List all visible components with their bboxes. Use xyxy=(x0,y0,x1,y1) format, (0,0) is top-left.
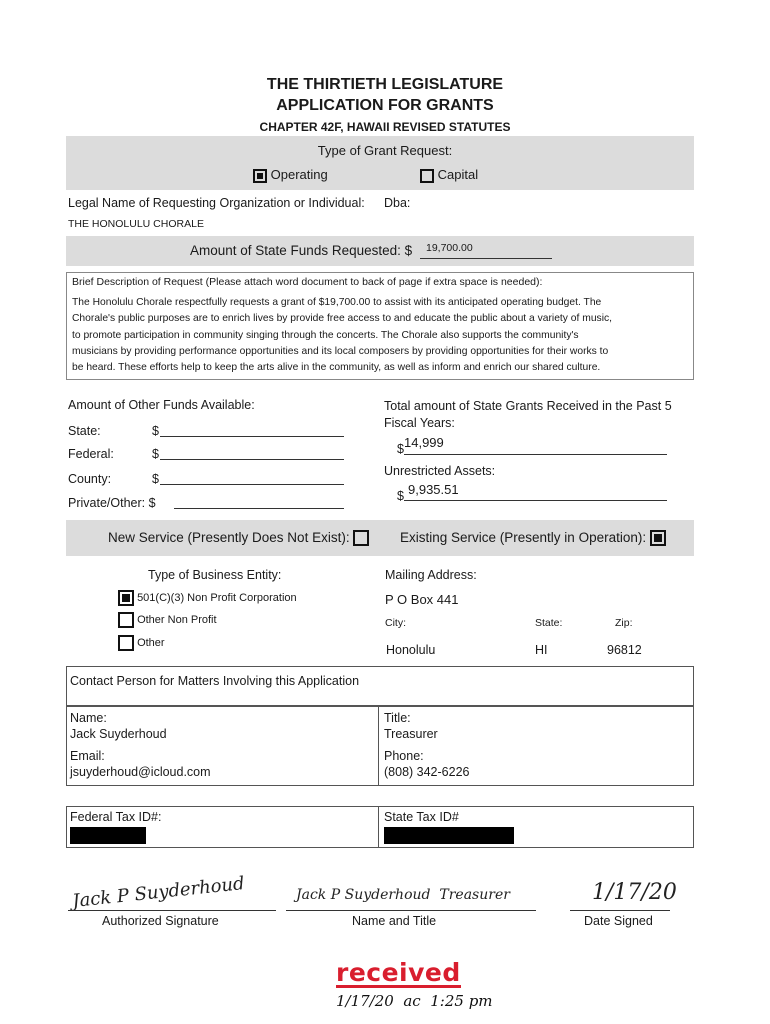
authorized-signature: Jack P Suyderhoud xyxy=(71,873,246,912)
contact-divider xyxy=(378,706,379,786)
past-grants-label-cont: Fiscal Years: xyxy=(384,416,455,430)
grant-type-label: Type of Grant Request: xyxy=(317,143,453,158)
contact-header: Contact Person for Matters Involving this Application xyxy=(70,674,360,688)
capital-label: Capital xyxy=(437,167,479,182)
state-tax-id-label: State Tax ID# xyxy=(384,810,459,824)
operating-option[interactable] xyxy=(253,167,328,183)
business-other-nonprofit-checkbox[interactable] xyxy=(118,612,134,628)
business-other-nonprofit-label: Other Non Profit xyxy=(137,613,217,626)
operating-label: Operating xyxy=(270,167,328,182)
contact-name-label: Name: xyxy=(70,711,107,725)
other-funds-private-field[interactable] xyxy=(174,494,344,509)
existing-service-checkbox[interactable] xyxy=(650,530,666,546)
description-line: be heard. These efforts help to keep the arts alive in the community, as well as inform and enrich our shared culture. xyxy=(72,362,601,374)
city-value: Honolulu xyxy=(386,643,436,657)
business-501c3-checkbox[interactable] xyxy=(118,590,134,606)
past-grants-label: Total amount of State Grants Received in the Past 5 xyxy=(384,399,672,413)
authorized-signature-line xyxy=(68,896,276,911)
business-501c3-label: 501(C)(3) Non Profit Corporation xyxy=(137,591,297,604)
description-line: Chorale's public purposes are to enrich lives by provide free access to and educate the public about a variety of music, xyxy=(72,313,612,325)
form-title-line1: THE THIRTIETH LEGISLATURE xyxy=(266,76,504,93)
business-option-501c3[interactable] xyxy=(118,590,297,606)
federal-tax-id-redaction xyxy=(70,827,146,844)
unrestricted-value: 9,935.51 xyxy=(408,482,459,497)
business-option-other[interactable] xyxy=(118,635,165,651)
description-line: musicians by providing performance opportunities and its local composers by providing opportunities for their works to xyxy=(72,345,609,357)
name-title-handwritten: Jack P Suyderhoud Treasurer xyxy=(296,887,510,903)
mailing-address-label: Mailing Address: xyxy=(385,568,477,582)
new-service-label: New Service (Presently Does Not Exist): xyxy=(108,530,350,545)
description-text xyxy=(72,295,692,376)
dba-label: Dba: xyxy=(384,196,411,210)
legal-name-label: Legal Name of Requesting Organization or Individual: xyxy=(68,196,365,210)
other-funds-private-label: Private/Other: $ xyxy=(68,496,156,510)
capital-checkbox[interactable] xyxy=(420,169,434,183)
unrestricted-label: Unrestricted Assets: xyxy=(384,464,496,478)
date-handwritten: 1/17/20 xyxy=(592,880,677,905)
new-service-option[interactable] xyxy=(108,530,369,546)
dollar-sign: $ xyxy=(152,472,159,486)
date-signed-label: Date Signed xyxy=(584,914,653,928)
operating-checkbox[interactable] xyxy=(253,169,267,183)
other-funds-state-label: State: xyxy=(68,424,101,438)
dollar-sign: $ xyxy=(152,424,159,438)
existing-service-label: Existing Service (Presently in Operation): xyxy=(400,530,647,545)
funds-requested-value: 19,700.00 xyxy=(426,242,473,254)
new-service-checkbox[interactable] xyxy=(353,530,369,546)
capital-option[interactable] xyxy=(420,167,478,183)
contact-phone-label: Phone: xyxy=(384,749,424,763)
name-title-label: Name and Title xyxy=(352,914,437,928)
dollar-sign: $ xyxy=(397,442,404,456)
contact-title-value: Treasurer xyxy=(384,727,438,741)
state-tax-id-redaction xyxy=(384,827,514,844)
organization-name: THE HONOLULU CHORALE xyxy=(68,218,204,230)
dollar-sign: $ xyxy=(397,489,404,503)
business-option-other-nonprofit[interactable] xyxy=(118,612,217,628)
funds-requested-label: Amount of State Funds Requested: $ xyxy=(190,243,413,258)
city-label: City: xyxy=(385,617,406,629)
received-stamp-note: 1/17/20 ac 1:25 pm xyxy=(336,992,493,1010)
past-grants-value: 14,999 xyxy=(404,435,444,450)
other-funds-state-field[interactable] xyxy=(160,422,344,437)
federal-tax-id-label: Federal Tax ID#: xyxy=(70,810,162,824)
business-other-label: Other xyxy=(137,636,165,649)
contact-name-value: Jack Suyderhoud xyxy=(70,727,167,741)
state-label: State: xyxy=(535,617,563,629)
other-funds-federal-label: Federal: xyxy=(68,447,114,461)
contact-email-label: Email: xyxy=(70,749,105,763)
other-funds-federal-field[interactable] xyxy=(160,445,344,460)
form-title-line2: APPLICATION FOR GRANTS xyxy=(276,97,494,114)
state-value: HI xyxy=(535,643,548,657)
other-funds-county-label: County: xyxy=(68,472,112,486)
mailing-address-value: P O Box 441 xyxy=(385,592,459,607)
name-title-line xyxy=(286,896,536,911)
description-line: to promote participation in community singing through the concerts. The Chorale also supports the community's xyxy=(72,329,579,341)
date-signed-line xyxy=(570,896,670,911)
business-other-checkbox[interactable] xyxy=(118,635,134,651)
form-subtitle: CHAPTER 42F, HAWAII REVISED STATUTES xyxy=(259,120,511,134)
authorized-signature-label: Authorized Signature xyxy=(102,914,219,928)
zip-label: Zip: xyxy=(615,617,633,629)
tax-id-divider xyxy=(378,806,379,848)
existing-service-option[interactable] xyxy=(400,530,666,546)
contact-email-value: jsuyderhoud@icloud.com xyxy=(70,765,211,779)
contact-phone-value: (808) 342-6226 xyxy=(384,765,470,779)
other-funds-label: Amount of Other Funds Available: xyxy=(68,398,255,412)
received-stamp: received xyxy=(336,958,461,987)
contact-title-label: Title: xyxy=(384,711,411,725)
description-line: The Honolulu Chorale respectfully requests a grant of $19,700.00 to assist with its anticipated operating budget. The xyxy=(72,297,602,308)
other-funds-county-field[interactable] xyxy=(160,470,344,485)
dollar-sign: $ xyxy=(152,447,159,461)
zip-value: 96812 xyxy=(607,643,642,657)
business-entity-label: Type of Business Entity: xyxy=(148,568,282,582)
description-label: Brief Description of Request (Please attach word document to back of page if extra space is needed): xyxy=(72,276,543,288)
